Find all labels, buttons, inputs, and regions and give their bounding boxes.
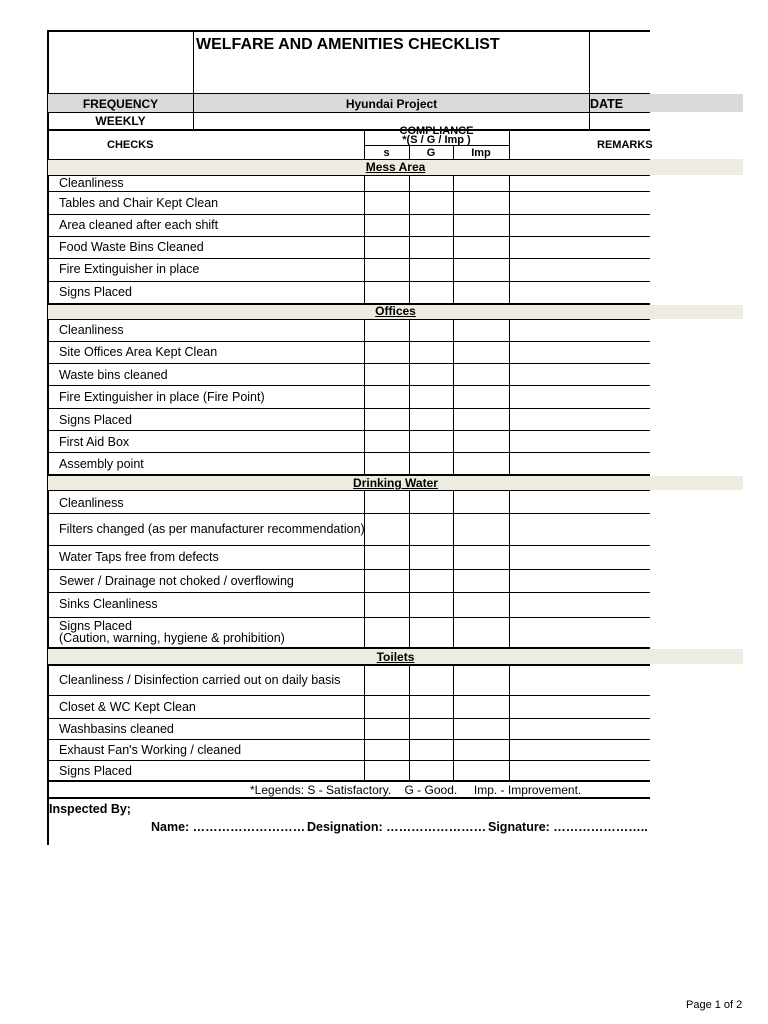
- rule: [48, 236, 650, 237]
- left-border: [47, 30, 49, 845]
- rule: [48, 408, 650, 409]
- rule: [48, 191, 650, 192]
- check-item: Signs Placed: [59, 413, 132, 427]
- rule: [364, 319, 365, 475]
- page-title: WELFARE AND AMENITIES CHECKLIST: [196, 36, 500, 53]
- colhead-divider-checks: [364, 130, 365, 159]
- check-item: Sinks Cleanliness: [59, 597, 158, 611]
- rule: [453, 665, 454, 781]
- rule: [453, 175, 454, 303]
- rule: [48, 760, 650, 761]
- rule: [48, 592, 650, 593]
- designation-field: Designation: ……………………: [307, 820, 487, 834]
- col-compliance-sub: *(S / G / Imp ): [402, 134, 471, 146]
- page-number: Page 1 of 2: [686, 999, 743, 1011]
- colhead-divider-imp: [509, 130, 510, 159]
- inspected-by-label: Inspected By;: [49, 802, 131, 816]
- rule: [509, 175, 510, 303]
- rule: [48, 490, 650, 491]
- col-checks: CHECKS: [107, 139, 154, 151]
- rule: [48, 797, 650, 799]
- rule: [48, 281, 650, 282]
- rule: [48, 780, 650, 782]
- check-item: Fire Extinguisher in place: [59, 262, 200, 276]
- rule: [48, 718, 650, 719]
- date-label: DATE: [590, 97, 624, 111]
- frequency-value: WEEKLY: [95, 114, 146, 128]
- check-item: Fire Extinguisher in place (Fire Point): [59, 390, 265, 404]
- section-title-mess-area: Mess Area: [365, 160, 426, 174]
- section-title-drinking-water: Drinking Water: [353, 476, 438, 490]
- colhead-divider-s: [409, 145, 410, 159]
- rule: [48, 385, 650, 386]
- rule: [409, 665, 410, 781]
- rule: [453, 490, 454, 648]
- check-item-note: (Caution, warning, hygiene & prohibition): [59, 631, 285, 645]
- rule: [48, 664, 650, 666]
- rule: [48, 569, 650, 570]
- check-item: Tables and Chair Kept Clean: [59, 196, 219, 210]
- section-title-offices: Offices: [375, 304, 416, 318]
- rule: [48, 695, 650, 696]
- rule: [48, 175, 650, 176]
- rule: [48, 513, 650, 514]
- rule: [48, 545, 650, 546]
- project-name: Hyundai Project: [345, 97, 438, 111]
- rule: [48, 452, 650, 453]
- frequency-label: FREQUENCY: [82, 97, 159, 111]
- rule: [48, 363, 650, 364]
- rule: [364, 665, 365, 781]
- check-item: Assembly point: [59, 457, 144, 471]
- check-item: Signs Placed: [59, 764, 132, 778]
- rule: [48, 319, 650, 320]
- check-item: Exhaust Fan's Working / cleaned: [59, 743, 242, 757]
- rule: [48, 341, 650, 342]
- check-item: Food Waste Bins Cleaned: [59, 240, 204, 254]
- section-title-toilets: Toilets: [376, 650, 415, 664]
- check-item: First Aid Box: [59, 435, 130, 449]
- check-item: Cleanliness: [59, 176, 124, 190]
- rule: [509, 665, 510, 781]
- col-imp: Imp: [471, 147, 491, 159]
- check-item: Waste bins cleaned: [59, 368, 168, 382]
- top-border: [47, 30, 650, 32]
- rule: [48, 617, 650, 618]
- check-item: Washbasins cleaned: [59, 722, 174, 736]
- rule: [48, 739, 650, 740]
- rule: [409, 319, 410, 475]
- rule: [48, 430, 650, 431]
- check-item: Water Taps free from defects: [59, 550, 219, 564]
- check-item: Signs Placed: [59, 285, 132, 299]
- col-g: G: [426, 147, 436, 159]
- rule: [509, 319, 510, 475]
- rule: [509, 490, 510, 648]
- check-item: Area cleaned after each shift: [59, 218, 219, 232]
- rule: [48, 214, 650, 215]
- check-item: Cleanliness / Disinfection carried out on daily basis: [59, 673, 341, 687]
- legend-text: *Legends: S - Satisfactory. G - Good. Imp. - Improvement.: [250, 783, 582, 797]
- check-item: Cleanliness: [59, 496, 124, 510]
- colhead-top-line: [48, 129, 650, 131]
- header-mid-line: [48, 112, 650, 113]
- check-item: Sewer / Drainage not choked / overflowing: [59, 574, 294, 588]
- signature-field: Signature: …………………..: [488, 820, 648, 834]
- check-item: Signs Placed: [59, 619, 132, 633]
- check-item: Closet & WC Kept Clean: [59, 700, 196, 714]
- rule: [48, 258, 650, 259]
- colhead-divider-g: [453, 145, 454, 159]
- rule: [409, 175, 410, 303]
- rule: [364, 490, 365, 648]
- col-s: s: [383, 147, 390, 159]
- name-field: Name: ………………………: [151, 820, 306, 834]
- col-compliance: COMPLIANCE: [399, 125, 474, 137]
- check-item: Site Offices Area Kept Clean: [59, 345, 218, 359]
- check-item: Filters changed (as per manufacturer recommendation): [59, 522, 365, 536]
- col-remarks: REMARKS: [597, 139, 653, 151]
- rule: [409, 490, 410, 648]
- check-item: Cleanliness: [59, 323, 124, 337]
- rule: [453, 319, 454, 475]
- rule: [364, 175, 365, 303]
